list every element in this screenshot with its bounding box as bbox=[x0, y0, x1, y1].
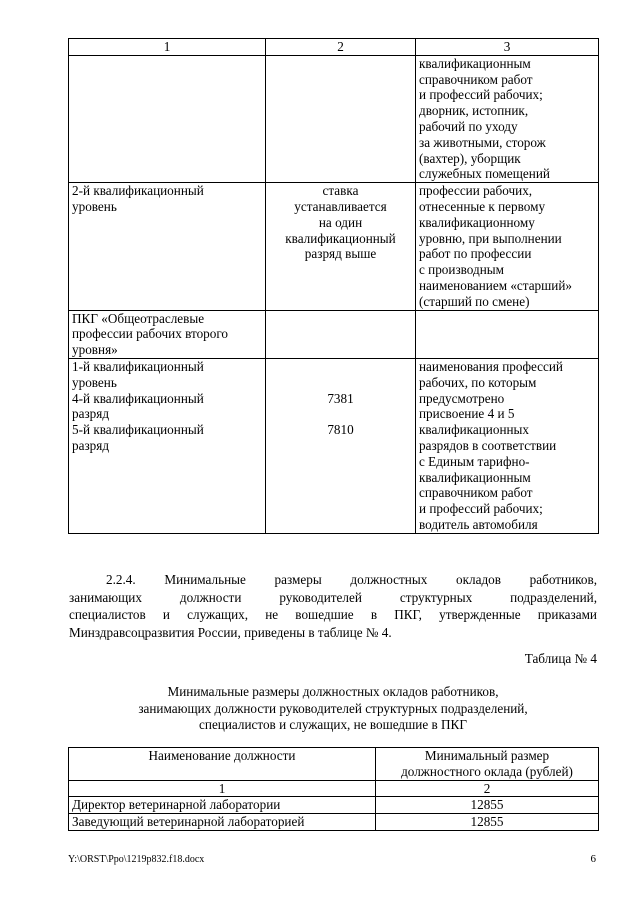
cell-empty bbox=[416, 310, 599, 358]
salary-value: 12855 bbox=[376, 814, 599, 831]
col-number-1: 1 bbox=[69, 39, 266, 56]
cell-qualification-levels: 1-й квалификационный уровень 4-й квалификационный разряд 5-й квалификационный разряд bbox=[69, 358, 266, 533]
position-name: Директор ветеринарной лаборатории bbox=[69, 797, 376, 814]
col-number-2: 2 bbox=[266, 39, 416, 56]
col-number-2: 2 bbox=[376, 780, 599, 797]
cell-professions: профессии рабочих, отнесенные к первому квалификационному уровню, при выполнении работ по профессии с производным наименованием «старший» (старший по смене) bbox=[416, 183, 599, 310]
table-number-row bbox=[69, 780, 599, 797]
paragraph-2-2-4: 2.2.4. Минимальные размеры должностных окладов работников, занимающих должности руководителей структурных подразделений, специалистов и служащих, не вошедшие в ПКГ, утвержденные приказами Минздравсоцразвития России, приведены в таблице № 4. bbox=[69, 572, 597, 640]
table-header-row bbox=[69, 748, 599, 781]
cell-qualification-level: 2-й квалификационный уровень bbox=[69, 183, 266, 310]
table-title: Минимальные размеры должностных окладов работников, занимающих должности руководителей структурных подразделений, специалистов и служащих, не вошедшие в ПКГ bbox=[138, 684, 528, 732]
cell-professions-continued: квалификационным справочником работ и профессий рабочих; дворник, истопник, рабочий по уходу за животными, сторож (вахтер), уборщик служебных помещений bbox=[416, 55, 599, 182]
salary-table-4 bbox=[68, 747, 599, 831]
salary-value-4: 7381 bbox=[327, 390, 354, 406]
col-number-3: 3 bbox=[416, 39, 599, 56]
table-row bbox=[69, 310, 599, 358]
table-row bbox=[69, 55, 599, 182]
table-row bbox=[69, 358, 599, 533]
header-position-name: Наименование должности bbox=[69, 748, 376, 781]
table-row bbox=[69, 814, 599, 831]
table-row bbox=[69, 797, 599, 814]
salary-value-5: 7810 bbox=[327, 422, 354, 438]
footer-file-path: Y:\ORST\Ppo\1219p832.f18.docx bbox=[68, 854, 205, 865]
cell-empty bbox=[69, 55, 266, 182]
cell-salary-values bbox=[266, 358, 416, 533]
page-number: 6 bbox=[590, 853, 596, 865]
cell-professions: наименования профессий рабочих, по которым предусмотрено присвоение 4 и 5 квалификационных разрядов в соответствии с Единым тарифно- квалификационным справочником работ и профессий рабочих; водитель автомобиля bbox=[416, 358, 599, 533]
col-number-1: 1 bbox=[69, 780, 376, 797]
salary-table-3 bbox=[68, 38, 599, 534]
table-header-row bbox=[69, 39, 599, 56]
header-min-salary: Минимальный размер должностного оклада (рублей) bbox=[376, 748, 599, 781]
table-row bbox=[69, 183, 599, 310]
cell-pkg-group: ПКГ «Общеотраслевые профессии рабочих второго уровня» bbox=[69, 310, 266, 358]
salary-value: 12855 bbox=[376, 797, 599, 814]
cell-empty bbox=[266, 310, 416, 358]
table-number-label: Таблица № 4 bbox=[524, 651, 597, 666]
position-name: Заведующий ветеринарной лабораторией bbox=[69, 814, 376, 831]
cell-empty bbox=[266, 55, 416, 182]
cell-salary-rate: ставка устанавливается на один квалификационный разряд выше bbox=[266, 183, 416, 310]
